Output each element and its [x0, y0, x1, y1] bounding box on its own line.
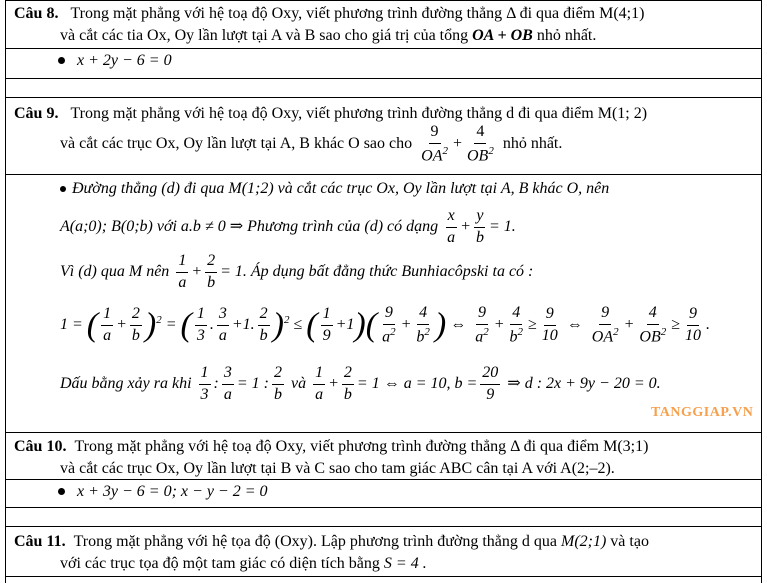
question-text: và cắt các trục Ox, Oy lần lượt tại B và C sao cho tam giác ABC cân tại A với A(2;–2). — [60, 460, 615, 477]
rule — [5, 174, 762, 175]
answer-10 — [58, 483, 268, 501]
solution-line-3: Vì (d) qua M nên $\frac{1}{a}$ + $\frac{2}{b}$ = 1. Áp dụng bất đẳng thức Bunhiacôpski ta có : — [60, 252, 534, 291]
answer-text: x + 2y − 6 = 0 — [77, 52, 172, 69]
question-label: Câu 10. — [14, 438, 67, 455]
question-text: và cắt các tia Ox, Oy lần lượt tại A và B sao cho giá trị của tổng — [60, 27, 469, 44]
solution-line-1 — [60, 180, 609, 198]
question-8 — [14, 3, 754, 47]
question-label: Câu 9. — [14, 105, 59, 122]
solution-text: = 1. Áp dụng bất đẳng thức Bunhiacôpski ta có : — [220, 262, 534, 280]
rule — [5, 48, 762, 49]
solution-line-4: 1 = ( $\frac{1}{a}$ + $\frac{2}{b}$ )$^2$ = ( $\frac{1}{3}$ . $\frac{3}{a}$ +1. $\frac{2}{b}$ )$^2$ ≤ ( $\frac{1}{9}$ +1)( $\frac{9}{a^2}$ + $\frac{4}{b^2}$ ) ⇔ $\frac{9}{a^2}$ + $\frac{4}{b^2}$ ≥ $\frac{9}{10}$ ⇔ $\frac{9}{OA^2}$ + $\frac{4}{OB^2}$ ≥ $\frac{9}{10}$ . — [60, 304, 710, 346]
question-text: Trong mặt phẳng với hệ toạ độ Oxy, viết phương trình đường thẳng Δ đi qua điểm M(4;1) — [70, 5, 645, 22]
watermark-logo: TANGGIAP.VN — [651, 405, 754, 420]
rule — [5, 78, 762, 79]
question-text: Trong mặt phẳng với hệ toạ độ Oxy, viết phương trình đường thẳng Δ đi qua điểm M(3;1) — [74, 438, 649, 455]
question-text: với các trục tọa độ một tam giác có diện tích bằng — [60, 555, 380, 572]
question-text: Trong mặt phẳng với hệ tọa độ (Oxy). Lập phương trình đường thẳng d qua — [73, 533, 557, 550]
math-expression: S = 4 . — [383, 555, 427, 572]
question-text: nhỏ nhất. — [536, 27, 597, 44]
question-text: và tạo — [610, 533, 649, 550]
question-9-line-2: và cắt các trục Ox, Oy lần lượt tại A, B khác O sao cho $\frac{9}{OA^2}$ + $\frac{4}{OB^2}$ nhỏ nhất. — [60, 123, 563, 165]
question-11 — [14, 531, 754, 575]
rule — [5, 97, 762, 98]
rule — [5, 0, 762, 1]
question-label: Câu 8. — [14, 5, 59, 22]
bullet-icon — [58, 57, 65, 64]
question-9 — [14, 103, 754, 125]
question-label: Câu 11. — [14, 533, 66, 550]
bullet-icon — [58, 488, 65, 495]
rule — [5, 432, 762, 433]
solution-text: Vì (d) qua M nên — [60, 262, 170, 280]
solution-text: Đường thẳng (d) đi qua M(1;2) và cắt các trục Ox, Oy lần lượt tại A, B khác O, nên — [72, 180, 610, 197]
solution-text: A(a;0); B(0;b) với a.b ≠ 0 ⇒ Phương trình của (d) có dạng — [60, 217, 439, 235]
solution-text: ⇒ d : 2x + 9y − 20 = 0. — [507, 374, 661, 392]
solution-text: = 1. — [488, 217, 516, 235]
solution-line-5: Dấu bằng xảy ra khi $\frac{1}{3}$ : $\frac{3}{a}$ = 1 : $\frac{2}{b}$ và $\frac{1}{a}$ + $\frac{2}{b}$ = 1 ⇔ a = 10, b = $\frac{20}{9}$ ⇒ d : 2x + 9y − 20 = 0. — [60, 364, 661, 403]
question-text: và cắt các trục Ox, Oy lần lượt tại A, B khác O sao cho — [60, 135, 413, 153]
rule — [5, 526, 762, 527]
question-text: Trong mặt phẳng với hệ toạ độ Oxy, viết phương trình đường thẳng d đi qua điểm M(1; 2) — [70, 105, 648, 122]
question-10 — [14, 436, 754, 480]
solution-line-2: A(a;0); B(0;b) với a.b ≠ 0 ⇒ Phương trình của (d) có dạng $\frac{x}{a}$ + $\frac{y}{b}$ = 1. — [60, 207, 516, 246]
rule — [5, 576, 762, 577]
answer-8 — [58, 52, 172, 70]
rule — [5, 507, 762, 508]
math-expression: M(2;1) — [560, 533, 607, 550]
math-expression: OA + OB — [472, 27, 533, 44]
solution-text: Dấu bằng xảy ra khi — [60, 374, 192, 392]
question-text: nhỏ nhất. — [502, 135, 563, 153]
answer-text: x + 3y − 6 = 0; x − y − 2 = 0 — [77, 483, 268, 500]
